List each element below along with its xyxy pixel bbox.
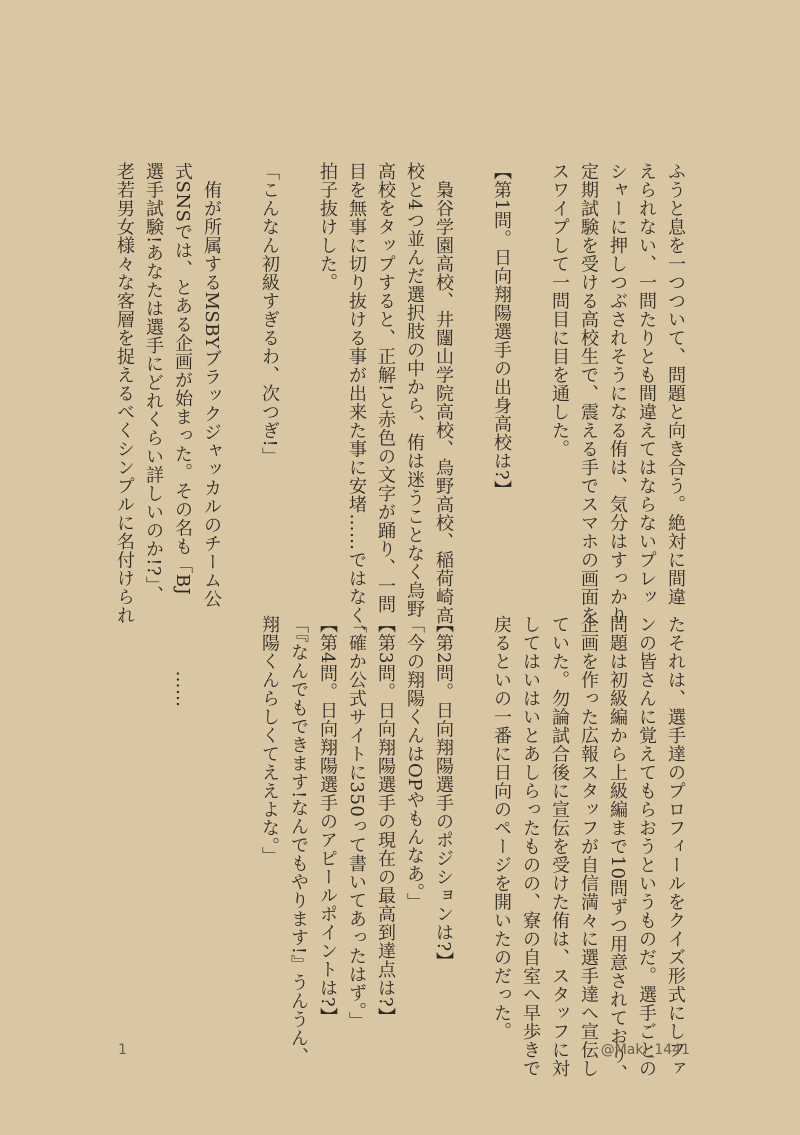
text-line: 【第2問。日向翔陽選手のポジションは?】 xyxy=(433,615,454,971)
text-line: 「確か公式サイトに350って書いてあったはず。」 xyxy=(346,615,367,1031)
text-line: 【第1問。日向翔陽選手の出身高校は?】 xyxy=(491,162,512,499)
text-line: 式SNSでは、とある企画が始まった。その名も「BJ xyxy=(172,162,193,596)
author-handle: @Maki_1441 xyxy=(600,1042,690,1058)
text-line: 侑が所属するMSBYブラックジャッカルのチーム公 xyxy=(201,162,222,609)
text-line: 定期試験を受ける高校生で、震える手でスマホの画面を xyxy=(578,162,599,625)
text-line: ていた。勿論試合後に宣伝を受けた侑は、スタッフに対 xyxy=(549,615,570,1078)
text-line xyxy=(197,615,226,1045)
text-line: 選手試験!あなたは選手にどれくらい詳しいのか!?」、 xyxy=(143,162,164,605)
text-line: 戻るといの一番に日向のページを開いたのだった。 xyxy=(491,615,512,1041)
text-line: 老若男女様々な客層を捉えるべくシンプルに名付けられ xyxy=(114,162,135,625)
text-line: 「こんなん初級すぎるわ、次つぎ!」 xyxy=(259,162,280,466)
text-line: 「今の翔陽くんはOPやもんなあ。」 xyxy=(404,615,425,912)
text-line xyxy=(458,162,487,592)
text-line: 企画を作った広報スタッフが自信満々に選手達へ宣伝し xyxy=(578,615,599,1078)
text-line xyxy=(226,615,255,1045)
text-line xyxy=(284,162,313,592)
text-line: 問題は初級編から上級編まで10問ずつ用意されており、 xyxy=(607,615,628,1083)
text-line: シャーに押しつぶされそうになる侑は、気分はすっかり xyxy=(607,162,628,625)
text-line: 「『なんでもできます!なんでもやります!』うんうん、 xyxy=(288,615,309,1066)
text-line xyxy=(516,162,545,592)
text-line: 【第4問。日向翔陽選手のアピールポイントは?】 xyxy=(317,615,338,1026)
text-line: ふうと息を一つついて、問題と向き合う。絶対に間違 xyxy=(665,162,686,606)
text-block-top xyxy=(110,162,690,643)
text-line: たそれは、選手達のプロフィールをクイズ形式にしファ xyxy=(665,615,686,1078)
text-line: 翔陽くんらしくてええよな。」 xyxy=(259,615,280,865)
text-line: 【第3問。日向翔陽選手の現在の最高到達点は?】 xyxy=(375,615,396,1026)
text-line: 梟谷学園高校、井闥山学院高校、烏野高校、稲荷崎高 xyxy=(433,162,454,625)
text-line: 校と4つ並んだ選択肢の中から、侑は迷うことなく烏野 xyxy=(404,162,425,618)
text-line: 高校をタップすると、正解!と赤色の文字が踊り、一問 xyxy=(375,162,396,614)
text-line: 拍子抜けした。 xyxy=(317,162,338,292)
text-line: スワイプして一問目に目を通した。 xyxy=(549,162,570,458)
text-line: ンの皆さんに覚えてもらおうというものだ。選手ごとの xyxy=(636,615,657,1078)
text-line xyxy=(458,615,487,1045)
text-line: してはいはいとあしらったものの、寮の自室へ早歩きで xyxy=(520,615,541,1078)
page-number: 1 xyxy=(118,1042,127,1058)
text-line xyxy=(226,162,255,592)
text-line: えられない、一問たりとも間違えてはならないプレッ xyxy=(636,162,657,606)
text-line: 目を無事に切り抜ける事が出来た事に安堵……ではなく、 xyxy=(346,162,367,643)
text-line: …… xyxy=(172,615,193,708)
